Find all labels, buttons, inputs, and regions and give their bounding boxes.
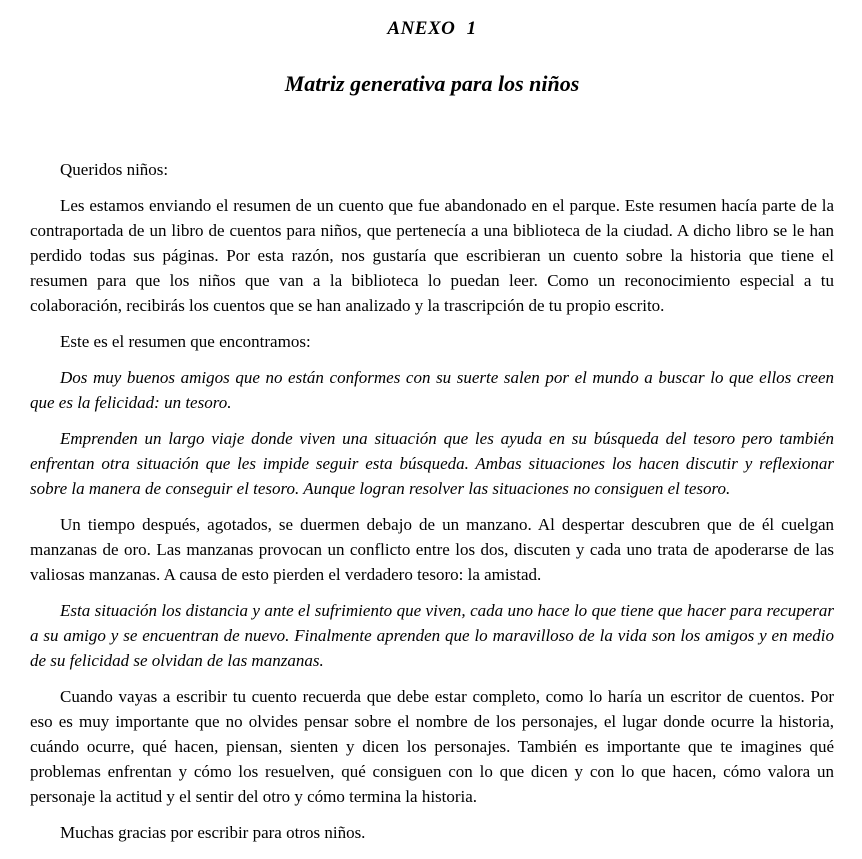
paragraph-instructions: Cuando vayas a escribir tu cuento recuerda que debe estar completo, como lo haría un escritor de cuentos. Por eso es muy importante que no olvides pensar sobre el nombre de los personajes, el lugar donde ocurre la historia, cuándo ocurre, qué hacen, piensan, sienten y dicen los personajes. También es importante que te imagines qué problemas enfrentan y cómo los resuelven, qué consiguen con lo que dicen y con lo que hacen, cómo valora un personaje la actitud y el sentir del otro y cómo termina la historia. [30,687,834,806]
paragraph-summary-4: Esta situación los distancia y ante el sufrimiento que viven, cada uno hace lo que tiene que hacer para recuperar a su amigo y se encuentran de nuevo. Finalmente aprenden que lo maravilloso de la vida son los amigos y en medio de su felicidad se olvidan de las manzanas. [30,601,834,670]
document-subtitle: Matriz generativa para los niños [284,71,580,96]
paragraph-summary-lead: Este es el resumen que encontramos: [60,332,311,351]
paragraph-summary-3: Un tiempo después, agotados, se duermen debajo de un manzano. Al despertar descubren que de él cuelgan manzanas de oro. Las manzanas provocan un conflicto entre los dos, discuten y cada uno trata de apoderarse de las valiosas manzanas. A causa de esto pierden el verdadero tesoro: la amistad. [30,515,834,584]
paragraph-summary-2: Emprenden un largo viaje donde viven una situación que les ayuda en su búsqueda del tesoro pero también enfrentan otra situación que les impide seguir esta búsqueda. Ambas situaciones los hacen discutir y reflexionar sobre la manera de conseguir el tesoro. Aunque logran resolver las situaciones no consiguen el tesoro. [30,429,834,498]
paragraph-thanks: Muchas gracias por escribir para otros niños. [60,823,366,842]
document-body [30,157,834,845]
paragraph-greeting: Queridos niños: [60,160,169,179]
paragraph-summary-1: Dos muy buenos amigos que no están conformes con su suerte salen por el mundo a buscar lo que ellos creen que es la felicidad: un tesoro. [30,368,834,412]
paragraph-intro: Les estamos enviando el resumen de un cuento que fue abandonado en el parque. Este resumen hacía parte de la contraportada de un libro de cuentos para niños, que pertenecía a una biblioteca de la ciudad. A dicho libro se le han perdido todas sus páginas. Por esta razón, nos gustaría que escribieran un cuento sobre la historia que tiene el resumen para que los niños que van a la biblioteca lo puedan leer. Como un reconocimiento especial a tu colaboración, recibirás los cuentos que se han analizado y la trascripción de tu propio escrito. [30,196,834,315]
document-title: ANEXO 1 [387,18,477,39]
